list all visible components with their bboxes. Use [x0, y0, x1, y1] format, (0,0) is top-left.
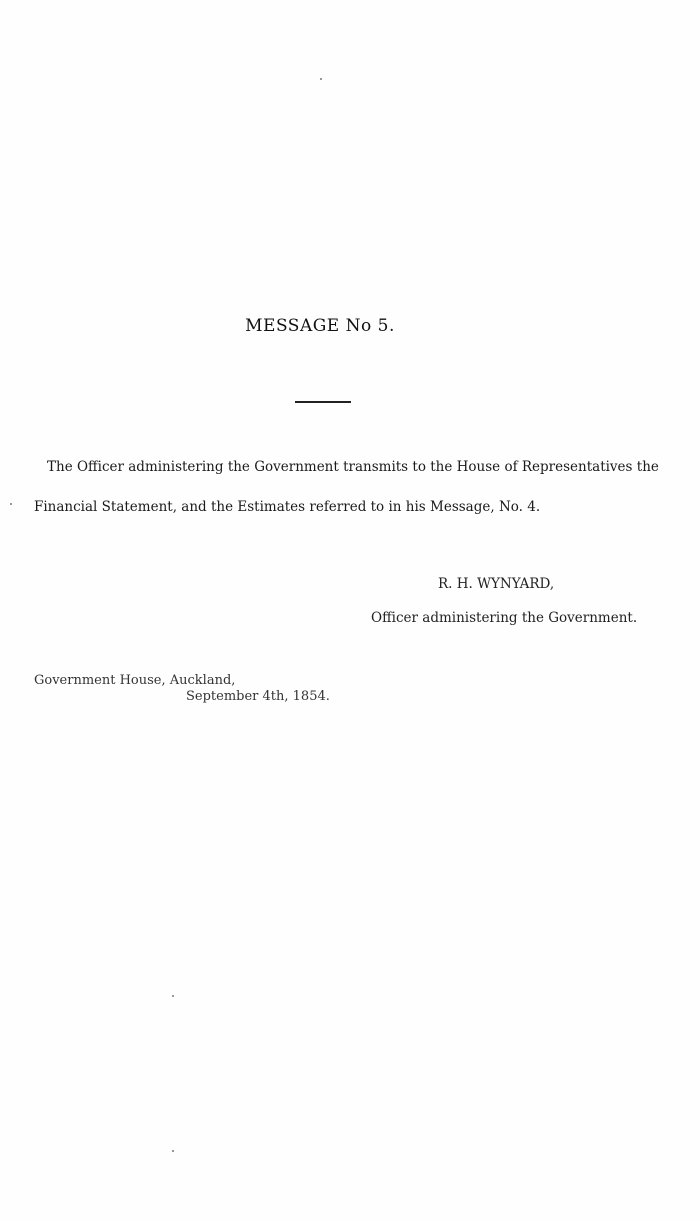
paper-speck	[10, 503, 12, 505]
title-divider	[295, 401, 351, 403]
dateline-place: Government House, Auckland,	[34, 673, 236, 688]
dateline-date: September 4th, 1854.	[186, 689, 330, 704]
signature-name: R. H. WYNYARD,	[438, 576, 555, 592]
message-paragraph-line-1: The Officer administering the Government transmits to the House of Representatives the	[47, 459, 659, 475]
paper-speck	[172, 1150, 174, 1152]
paper-speck	[320, 78, 322, 80]
page-title: MESSAGE No 5.	[245, 316, 395, 336]
signature-title: Officer administering the Government.	[371, 610, 638, 626]
message-paragraph-line-2: Financial Statement, and the Estimates referred to in his Message, No. 4.	[34, 499, 541, 515]
paper-speck	[172, 995, 174, 997]
